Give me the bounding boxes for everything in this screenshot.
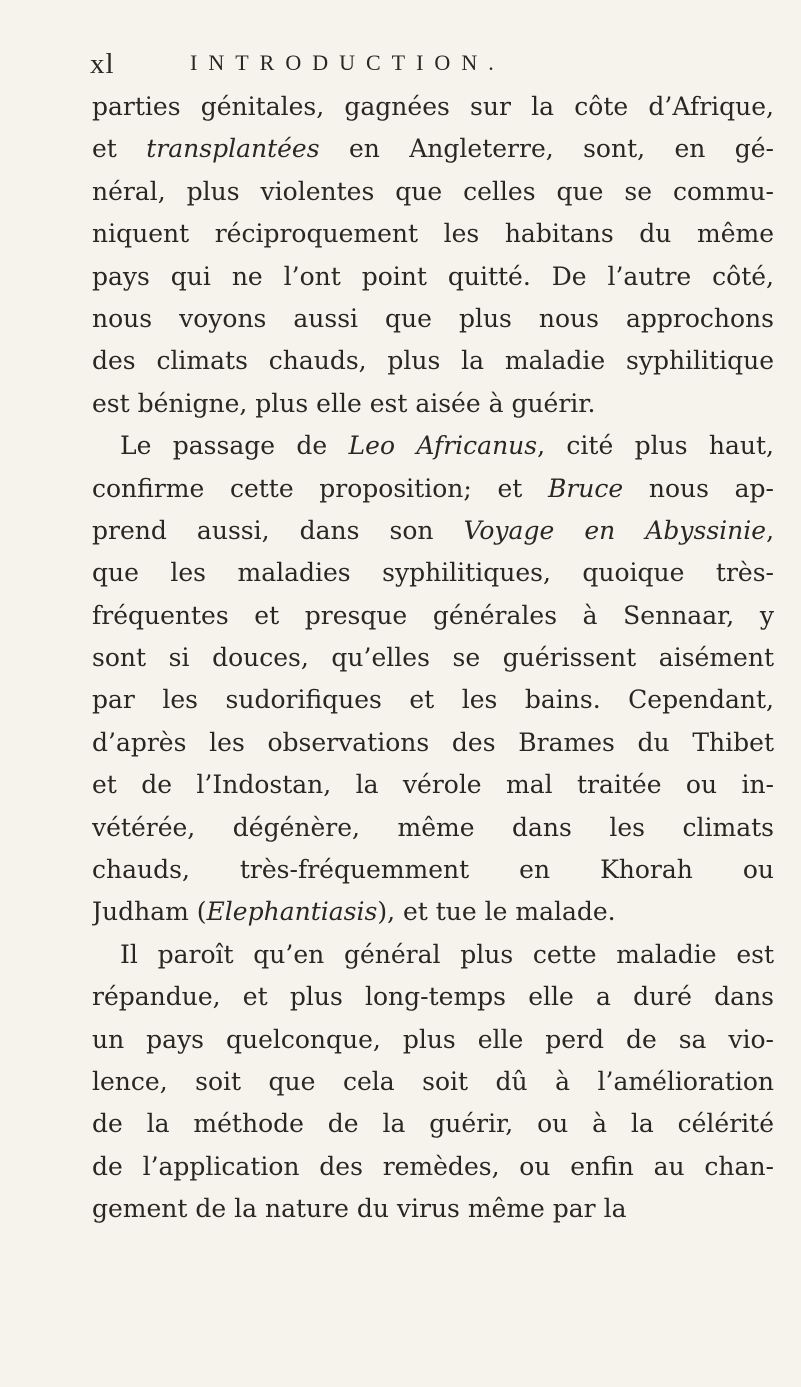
text-segment: est bénigne, plus elle est aisée à guérir. (92, 388, 596, 418)
text-segment: et (92, 134, 147, 164)
italic-segment: transplantées (146, 134, 320, 164)
text-segment: par les sudorifiques et les bains. Cependant, (92, 685, 774, 715)
running-head: INTRODUCTION. (190, 50, 505, 75)
text-segment: des climats chauds, plus la maladie syphilitique (92, 346, 774, 376)
text-segment: sont si douces, qu’elles se guérissent aisément (92, 643, 774, 673)
text-line (92, 171, 774, 213)
text-line (92, 340, 774, 382)
text-line (92, 510, 774, 552)
body-text (92, 86, 774, 1231)
text-segment: lence, soit que cela soit dû à l’amélioration (92, 1066, 774, 1096)
text-segment: de l’application des remèdes, ou enfin au chan- (92, 1151, 774, 1181)
italic-segment: Bruce (547, 473, 624, 503)
text-line (92, 468, 774, 510)
text-line (92, 425, 774, 467)
italic-segment: Leo Africanus (348, 431, 538, 461)
text-line (92, 1061, 774, 1103)
text-segment: niquent réciproquement les habitans du même (92, 219, 774, 249)
text-segment: un pays quelconque, plus elle perd de sa vio- (92, 1024, 774, 1054)
text-line (92, 764, 774, 806)
text-segment: néral, plus violentes que celles que se commu- (92, 176, 774, 206)
text-line (92, 128, 774, 170)
text-line (92, 1103, 774, 1145)
text-segment: pays qui ne l’ont point quitté. De l’autre côté, (92, 261, 774, 291)
text-segment: Il paroît qu’en général plus cette maladie est (120, 939, 774, 969)
text-segment: et de l’Indostan, la vérole mal traitée ou in- (92, 770, 774, 800)
text-segment: vétérée, dégénère, même dans les climats (92, 812, 774, 842)
italic-segment: Elephantiasis (206, 897, 378, 927)
text-line (92, 552, 774, 594)
text-segment: nous ap- (623, 473, 774, 503)
text-line (92, 637, 774, 679)
text-line (92, 256, 774, 298)
text-line (92, 976, 774, 1018)
text-segment: de la méthode de la guérir, ou à la célérité (92, 1109, 774, 1139)
text-segment: Judham ( (92, 897, 207, 927)
text-line (92, 1146, 774, 1188)
page-number: xl (90, 48, 115, 80)
text-line (92, 934, 774, 976)
text-line (92, 849, 774, 891)
text-segment: chauds, très-fréquemment en Khorah ou (92, 855, 774, 885)
text-line (92, 595, 774, 637)
text-line (92, 807, 774, 849)
text-line (92, 298, 774, 340)
text-segment: que les maladies syphilitiques, quoique très- (92, 558, 774, 588)
text-segment: gement de la nature du virus même par la (92, 1194, 627, 1224)
text-segment: d’après les observations des Brames du Thibet (92, 727, 774, 757)
text-line (92, 383, 774, 425)
text-segment: , cité plus haut, (537, 431, 774, 461)
text-line (92, 1019, 774, 1061)
text-segment: nous voyons aussi que plus nous approchons (92, 303, 774, 333)
text-line (92, 722, 774, 764)
text-segment: en Angleterre, sont, en gé- (319, 134, 774, 164)
text-segment: répandue, et plus long-temps elle a duré dans (92, 982, 774, 1012)
page-header (0, 0, 801, 90)
text-line (92, 213, 774, 255)
text-line (92, 1188, 774, 1230)
text-segment: confirme cette proposition; et (92, 473, 548, 503)
text-line (92, 891, 774, 933)
text-segment: ), et tue le malade. (377, 897, 616, 927)
italic-segment: Voyage en Abyssinie (463, 515, 767, 545)
text-segment: parties génitales, gagnées sur la côte d’Afrique, (92, 92, 774, 121)
text-segment: prend aussi, dans son (92, 515, 464, 545)
text-segment: fréquentes et presque générales à Sennaar, y (92, 600, 774, 630)
text-segment: Le passage de (120, 431, 349, 461)
text-line (92, 86, 774, 128)
text-segment: , (766, 515, 774, 545)
text-line (92, 679, 774, 721)
